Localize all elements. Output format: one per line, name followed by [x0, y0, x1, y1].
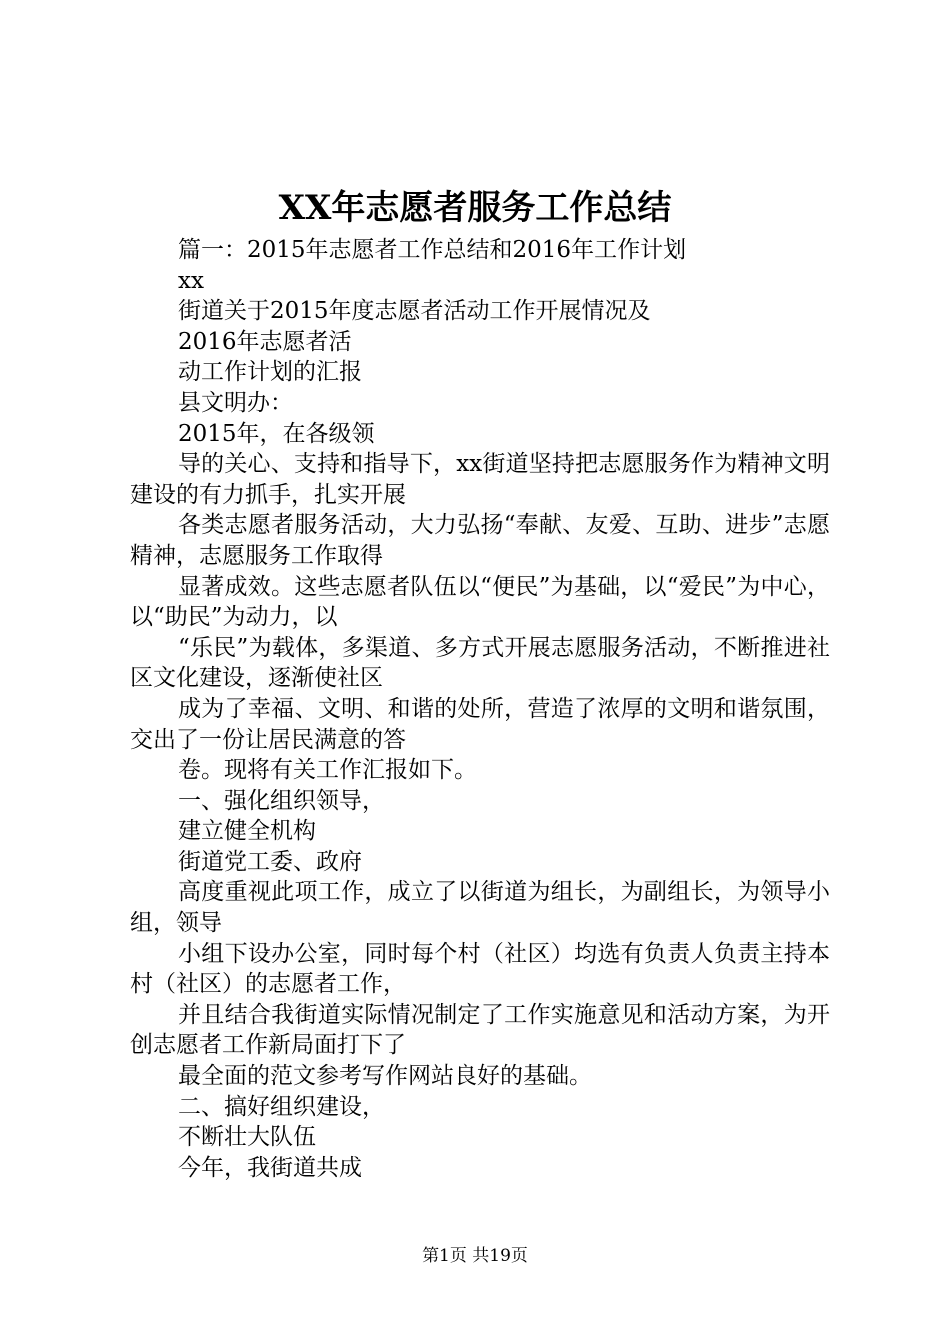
paragraph: xx — [178, 267, 204, 294]
paragraph: 最全面的范文参考写作网站良好的基础。 — [178, 1063, 592, 1090]
paragraph: 各类志愿者服务活动，大力弘扬“奉献、友爱、互助、进步”志愿精神，志愿服务工作取得 — [130, 512, 830, 569]
paragraph: 2015年，在各级领 — [178, 420, 375, 447]
document-body — [130, 235, 830, 1183]
paragraph: 今年，我街道共成 — [178, 1154, 362, 1181]
paragraph: 县文明办： — [178, 389, 293, 416]
paragraph: 并且结合我街道实际情况制定了工作实施意见和活动方案，为开创志愿者工作新局面打下了 — [130, 1001, 830, 1059]
paragraph: 篇一：2015年志愿者工作总结和2016年工作计划 — [178, 237, 687, 263]
paragraph: 建立健全机构 — [178, 818, 316, 845]
paragraph: 2016年志愿者活 — [178, 328, 352, 355]
paragraph: 街道关于2015年度志愿者活动工作开展情况及 — [178, 298, 651, 325]
paragraph: 动工作计划的汇报 — [178, 359, 362, 386]
paragraph: 高度重视此项工作，成立了以街道为组长，为副组长，为领导小组，领导 — [130, 879, 830, 937]
page-number-footer: 第1页 共19页 — [422, 1246, 528, 1266]
paragraph: 一、强化组织领导， — [178, 787, 385, 814]
document-title: XX年志愿者服务工作总结 — [278, 188, 672, 228]
paragraph: 街道党工委、政府 — [178, 848, 362, 875]
paragraph: 不断壮大队伍 — [178, 1124, 316, 1151]
paragraph: 小组下设办公室，同时每个村（社区）均选有负责人负责主持本村（社区）的志愿者工作， — [130, 940, 830, 998]
paragraph: 卷。现将有关工作汇报如下。 — [178, 757, 477, 784]
paragraph: 二、搞好组织建设， — [178, 1093, 385, 1120]
paragraph: “乐民”为载体，多渠道、多方式开展志愿服务活动，不断推进社区文化建设，逐渐使社区 — [130, 634, 830, 692]
paragraph: 显著成效。这些志愿者队伍以“便民”为基础，以“爱民”为中心，以“助民”为动力，以 — [130, 573, 830, 631]
paragraph: 导的关心、支持和指导下，xx街道坚持把志愿服务作为精神文明建设的有力抓手，扎实开展 — [130, 451, 830, 508]
paragraph: 成为了幸福、文明、和谐的处所，营造了浓厚的文明和谐氛围，交出了一份让居民满意的答 — [130, 695, 830, 753]
